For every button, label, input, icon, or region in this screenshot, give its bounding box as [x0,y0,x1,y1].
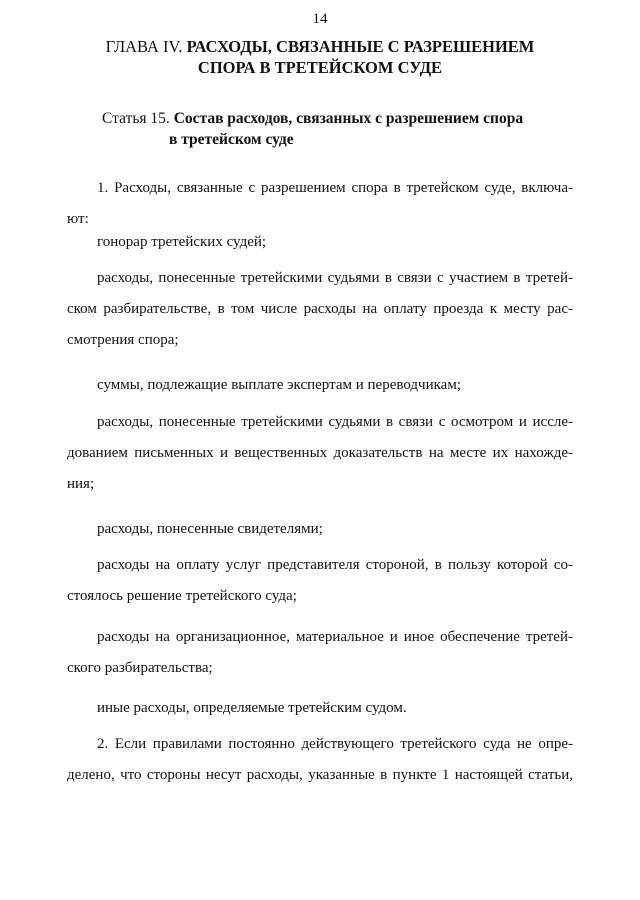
chapter-prefix: ГЛАВА IV. [105,37,183,56]
paragraph-line: ния; [67,476,95,492]
paragraph-line: 1. Расходы, связанные с разрешением спора в третейском суде, включа- [97,180,573,196]
paragraph-6 [67,519,573,539]
paragraph-line: суммы, подлежащие выплате экспертам и переводчикам; [97,377,461,393]
paragraph-10 [67,734,573,785]
paragraph-line: делено, что стороны несут расходы, указанные в пункте 1 настоящей статьи, [67,767,573,783]
chapter-title-line-1: РАСХОДЫ, СВЯЗАННЫЕ С РАЗРЕШЕНИЕМ [186,37,535,56]
paragraph-2 [67,232,573,252]
article-prefix: Статья 15. [102,110,170,127]
paragraph-line: расходы, понесенные третейскими судьями в связи с участием в третей- [97,270,573,286]
page-number: 14 [312,11,328,27]
article-title-line-2: в третейском суде [169,131,294,148]
paragraph-line: расходы на оплату услуг представителя стороной, в пользу которой со- [97,557,573,573]
paragraph-line: расходы на организационное, материальное и иное обеспечение третей- [97,629,573,645]
chapter-heading [0,36,640,78]
paragraph-line: 2. Если правилами постоянно действующего третейского суда не опре- [97,736,573,752]
paragraph-5 [67,412,573,494]
paragraph-9 [67,698,573,718]
paragraph-line: иные расходы, определяемые третейским судом. [97,700,407,716]
paragraph-line: ют: [67,211,89,227]
paragraph-7 [67,555,573,606]
paragraph-line: расходы, понесенные третейскими судьями в связи с осмотром и иссле- [97,414,573,430]
paragraph-8 [67,627,573,678]
paragraph-4 [67,375,573,395]
paragraph-line: стоялось решение третейского суда; [67,588,297,604]
paragraph-line: ском разбирательстве, в том числе расходы на оплату проезда к месту рас- [67,301,573,317]
article-heading [102,108,582,150]
paragraph-line: смотрения спора; [67,332,179,348]
chapter-title-line-2: СПОРА В ТРЕТЕЙСКОМ СУДЕ [197,58,443,77]
article-title-line-1: Состав расходов, связанных с разрешением спора [173,110,524,127]
paragraph-line: гонорар третейских судей; [97,234,267,250]
chapter-heading-line-1 [0,36,640,57]
paragraph-1 [67,178,573,229]
paragraph-line: расходы, понесенные свидетелями; [97,521,323,537]
paragraph-line: ского разбирательства; [67,660,213,676]
paragraph-line: дованием письменных и вещественных доказательств на месте их нахожде- [67,445,573,461]
paragraph-3 [67,268,573,350]
